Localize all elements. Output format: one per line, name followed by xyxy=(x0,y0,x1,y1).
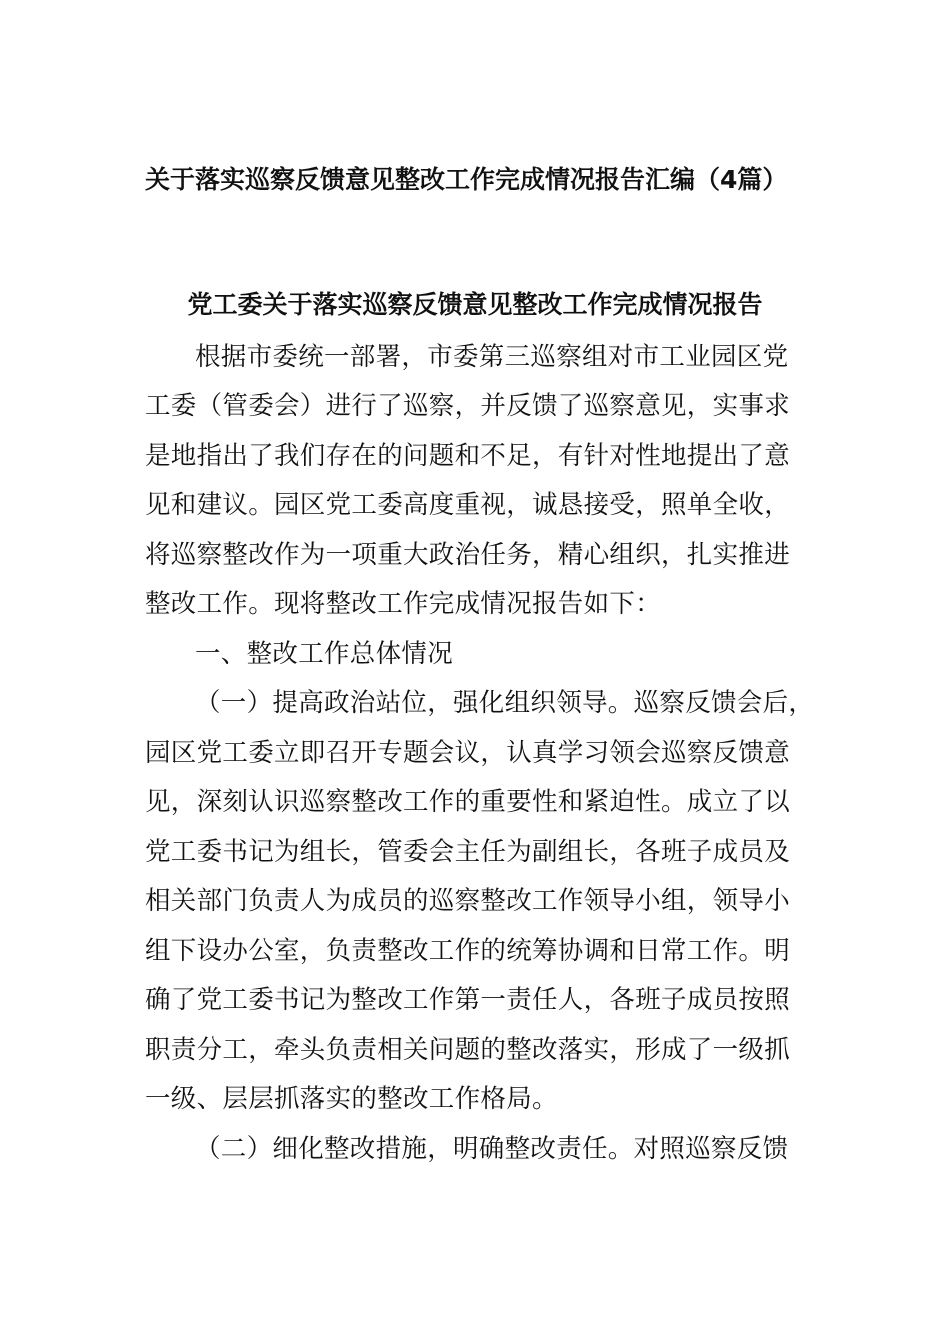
paragraph-line: 将巡察整改作为一项重大政治任务，精心组织，扎实推进 xyxy=(145,540,791,570)
paragraph-line: 职责分工，牵头负责相关问题的整改落实，形成了一级抓 xyxy=(145,1035,791,1065)
paragraph-line: 见，深刻认识巡察整改工作的重要性和紧迫性。成立了以 xyxy=(145,787,791,817)
paragraph-line: 整改工作。现将整改工作完成情况报告如下： xyxy=(145,589,662,619)
paragraph-line: 根据市委统一部署，市委第三巡察组对市工业园区党 xyxy=(195,342,789,372)
paragraph-line: （二）细化整改措施，明确整改责任。对照巡察反馈 xyxy=(195,1134,789,1164)
paragraph-line: 确了党工委书记为整改工作第一责任人，各班子成员按照 xyxy=(145,985,791,1015)
section-heading: 一、整改工作总体情况 xyxy=(195,639,454,669)
paragraph-line: 是地指出了我们存在的问题和不足，有针对性地提出了意 xyxy=(145,441,791,471)
paragraph-line: 党工委书记为组长，管委会主任为副组长，各班子成员及 xyxy=(145,837,791,867)
paragraph-line: 相关部门负责人为成员的巡察整改工作领导小组，领导小 xyxy=(145,886,791,916)
paragraph-line: 工委（管委会）进行了巡察，并反馈了巡察意见，实事求 xyxy=(145,391,791,421)
paragraph-line: 园区党工委立即召开专题会议，认真学习领会巡察反馈意 xyxy=(145,738,791,768)
paragraph-line: （一）提高政治站位，强化组织领导。巡察反馈会后， xyxy=(195,688,815,718)
paragraph-line: 组下设办公室，负责整改工作的统筹协调和日常工作。明 xyxy=(145,936,791,966)
report-title: 党工委关于落实巡察反馈意见整改工作完成情况报告 xyxy=(187,290,763,319)
document-title: 关于落实巡察反馈意见整改工作完成情况报告汇编（4篇） xyxy=(145,165,788,194)
paragraph-line: 一级、层层抓落实的整改工作格局。 xyxy=(145,1084,558,1114)
paragraph-line: 见和建议。园区党工委高度重视，诚恳接受，照单全收， xyxy=(145,490,791,520)
